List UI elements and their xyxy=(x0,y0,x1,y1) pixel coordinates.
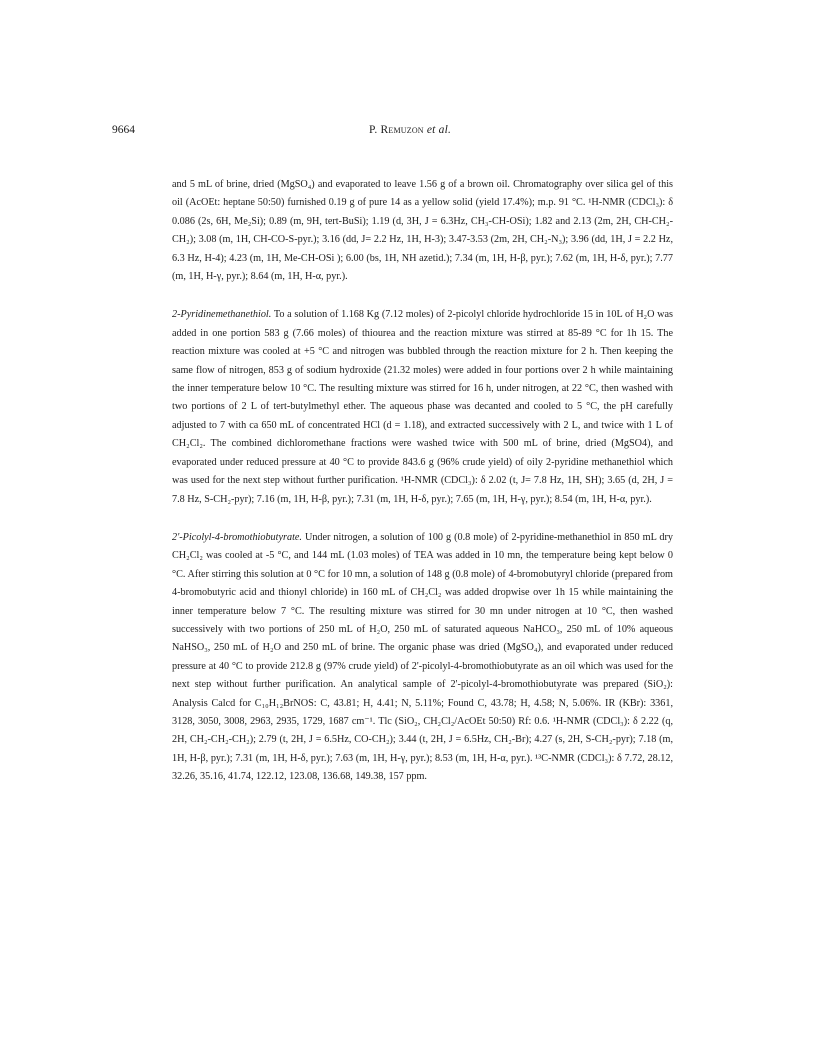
running-head-et-al: et al. xyxy=(423,124,452,136)
body-text xyxy=(172,176,673,787)
section-title-pyridinemethanethiol: 2-Pyridinemethanethiol. xyxy=(172,309,272,321)
paragraph-text-pyridinemethanethiol: To a solution of 1.168 Kg (7.12 moles) of 2-picolyl chloride hydrochloride 15 in 10L of H₂O was added in one portion 583 g (7.66 moles) of thiourea and the reaction mixture was stirred at 85-89 °C for 1h 15. The reaction mixture was cooled at +5 °C and nitrogen was bubbled through the reaction mixture for 2 h. Then keeping the same flow of nitrogen, 853 g of sodium hydroxide (21.32 moles) were added in four portions over 2 h while maintaining the inner temperature below 10 °C. The resulting mixture was stirred for 16 h, under nitrogen, at 22 °C, then washed with two portions of 2 L of tert-butylmethyl ether. The aqueous phase was decanted and cooled to 5 °C, the pH carefully adjusted to 7 with ca 650 mL of concentrated HCl (d = 1.18), and extracted successively with 2 L, and twice with 1 L of CH₂Cl₂. The combined dichloromethane fractions were washed twice with 500 mL of brine, dried (MgSO4), and evaporated under reduced pressure at 40 °C to provide 843.6 g (96% crude yield) of oily 2-pyridine methanethiol which was used for the next step without further purification. ¹H-NMR (CDCl₃): δ 2.02 (t, J= 7.8 Hz, 1H, SH); 3.65 (d, 2H, J = 7.8 Hz, S-CH₂-pyr); 7.16 (m, 1H, H-β, pyr.); 7.31 (m, 1H, H-δ, pyr.); 7.65 (m, 1H, H-γ, pyr.); 8.54 (m, 1H, H-α, pyr.). xyxy=(172,309,673,505)
page-number: 9664 xyxy=(112,124,135,136)
section-title-picolyl-bromothiobutyrate: 2'-Picolyl-4-bromothiobutyrate. xyxy=(172,531,302,543)
paragraph-pyridinemethanethiol xyxy=(172,306,673,508)
running-head xyxy=(369,124,451,136)
running-head-surname: Remuzon xyxy=(380,124,424,136)
paragraph-picolyl-bromothiobutyrate xyxy=(172,529,673,787)
paragraph-compound-14: and 5 mL of brine, dried (MgSO₄) and evaporated to leave 1.56 g of a brown oil. Chromatography over silica gel of this oil (AcOEt: heptane 50:50) furnished 0.19 g of pure 14 as a yellow solid (yield 17.4%); m.p. 91 °C. ¹H-NMR (CDCl₃): δ 0.086 (2s, 6H, Me₂Si); 0.89 (m, 9H, tert-BuSi); 1.19 (d, 3H, J = 6.3Hz, CH₃-CH-OSi); 1.82 and 2.13 (2m, 2H, CH-CH₂-CH₂); 3.08 (m, 1H, CH-CO-S-pyr.); 3.16 (dd, J= 2.2 Hz, 1H, H-3); 3.47-3.53 (2m, 2H, CH₂-N₃); 3.96 (dd, 1H, J = 2.2 Hz, 6.3 Hz, H-4); 4.23 (m, 1H, Me-CH-OSi ); 6.00 (bs, 1H, NH azetid.); 7.34 (m, 1H, H-β, pyr.); 7.62 (m, 1H, H-δ, pyr.); 7.77 (m, 1H, H-γ, pyr.); 8.64 (m, 1H, H-α, pyr.). xyxy=(172,179,673,283)
running-head-initial: P. xyxy=(369,124,381,136)
paragraph-text-picolyl-bromothiobutyrate: Under nitrogen, a solution of 100 g (0.8 mole) of 2-pyridine-methanethiol in 850 mL dry CH₂Cl₂ was cooled at -5 °C, and 144 mL (1.03 moles) of TEA was added in 10 mn, the temperature being kept below 0 °C. After stirring this solution at 0 °C for 10 mn, a solution of 148 g (0.8 mole) of 4-bromobutyryl chloride (prepared from 4-bromobutyric acid and thionyl chloride) in 160 mL of CH₂Cl₂ was added dropwise over 1h 15 while maintaining the inner temperature below 7 °C. The resulting mixture was stirred for 30 mn under nitrogen at 10 °C, then washed successively with two portions of 250 mL of H₂O, 250 mL of saturated aqueous NaHCO₃, 250 mL of 10% aqueous NaHSO₃, 250 mL of H₂O and 250 mL of brine. The organic phase was dried (MgSO₄), and evaporated under reduced pressure at 40 °C to provide 212.8 g (97% crude yield) of 2'-picolyl-4-bromothiobutyrate as an oil which was used for the next step without further purification. An analytical sample of 2'-picolyl-4-bromothiobutyrate was prepared (SiO₂): Analysis Calcd for C₁₀H₁₂BrNOS: C, 43.81; H, 4.41; N, 5.11%; Found C, 43.78; H, 4.58; N, 5.06%. IR (KBr): 3361, 3128, 3050, 3008, 2963, 2935, 1729, 1687 cm⁻¹. Tlc (SiO₂, CH₂Cl₂/AcOEt 50:50) Rf: 0.6. ¹H-NMR (CDCl₃): δ 2.22 (q, 2H, CH₂-CH₂-CH₂); 2.79 (t, 2H, J = 6.5Hz, CO-CH₂); 3.44 (t, 2H, J = 6.5Hz, CH₂-Br); 4.27 (s, 2H, S-CH₂-pyr); 7.18 (m, 1H, H-β, pyr.); 7.31 (m, 1H, H-δ, pyr.); 7.63 (m, 1H, H-γ, pyr.); 8.53 (m, 1H, H-α, pyr.). ¹³C-NMR (CDCl₃): δ 7.72, 28.12, 32.26, 35.16, 41.74, 122.12, 123.08, 136.68, 149.38, 157 ppm. xyxy=(172,531,673,783)
page-header xyxy=(112,124,712,140)
